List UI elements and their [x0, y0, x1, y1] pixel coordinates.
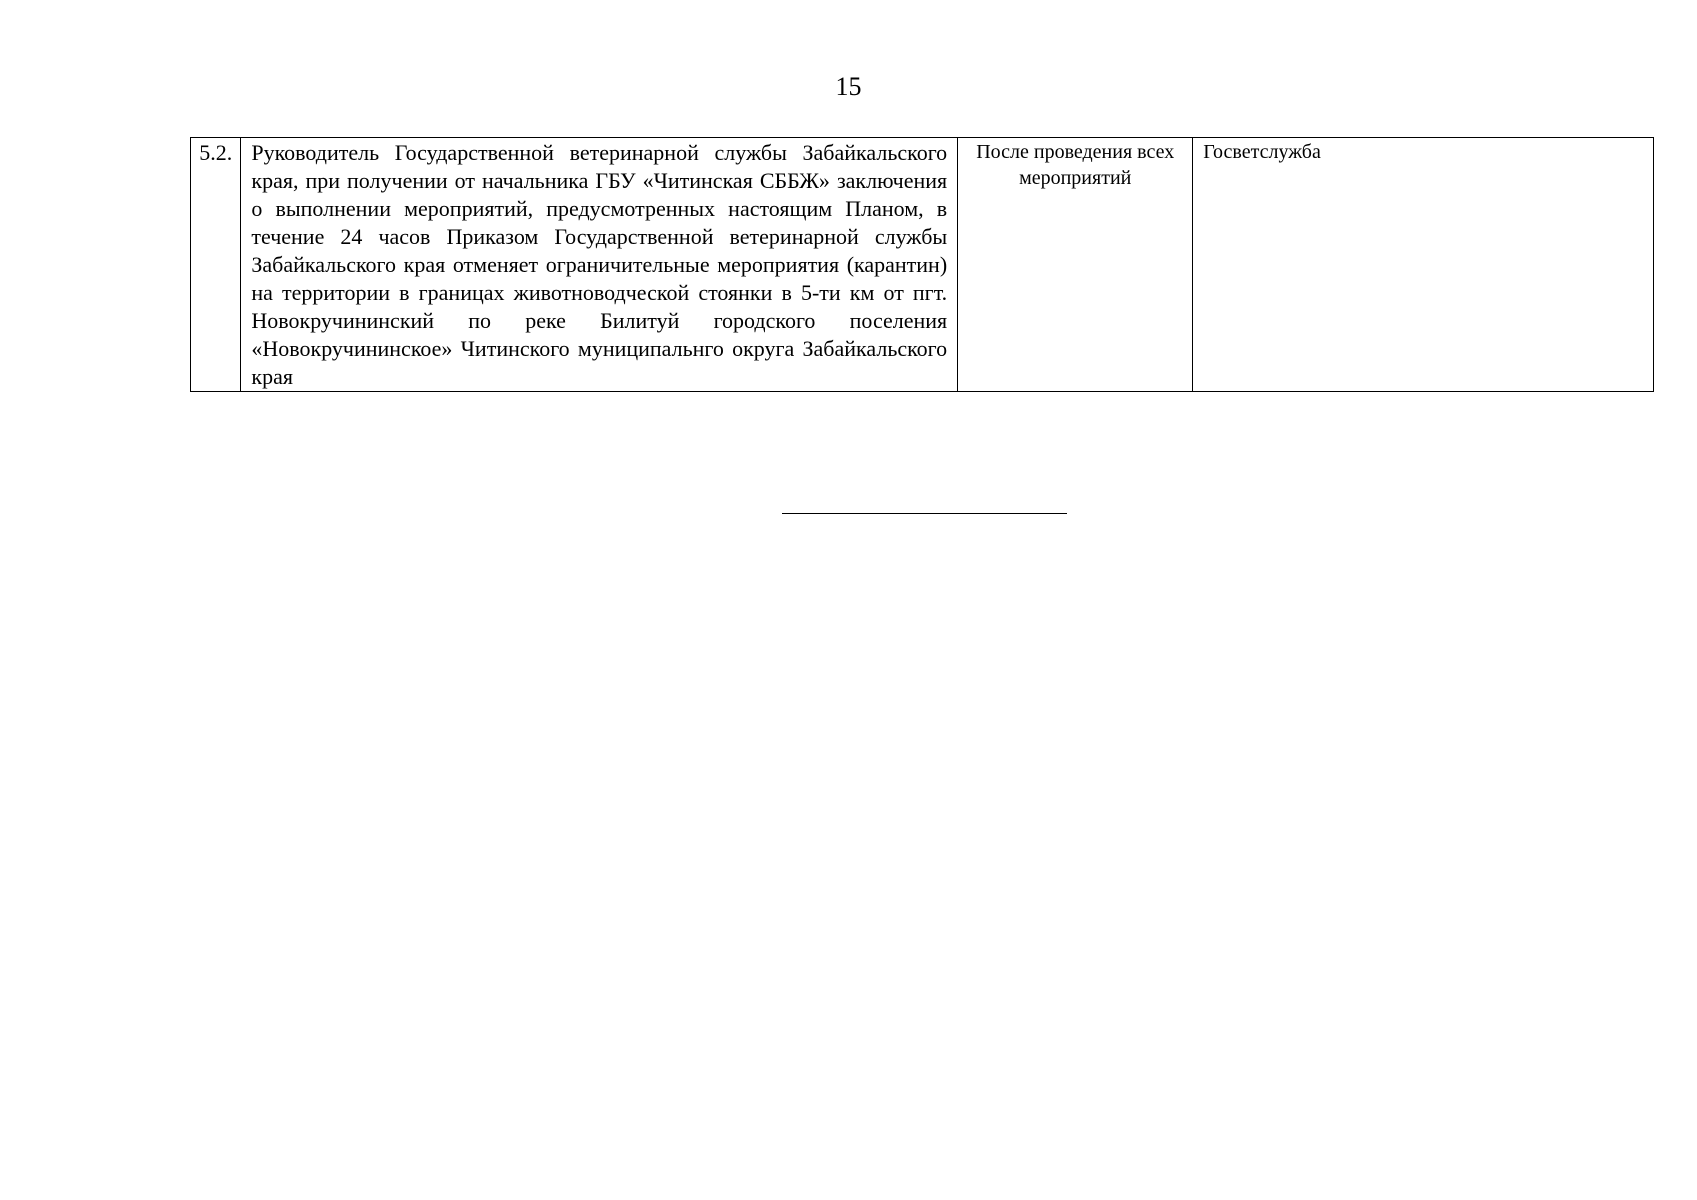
item-executor-cell: Госветслужба [1193, 138, 1654, 392]
plan-table [190, 137, 1654, 392]
item-description-cell: Руководитель Государственной ветеринарной службы Забайкальского края, при получении от начальника ГБУ «Читинская СББЖ» заключения о выполнении мероприятий, предусмотренных настоящим Планом, в течение 24 часов Приказом Государственной ветеринарной службы Забайкальского края отменяет ограничительные мероприятия (карантин) на территории в границах животноводческой стоянки в 5-ти км от пгт. Новокручининский по реке Билитуй городского поселения «Новокручининское» Читинского муниципальнго округа Забайкальского края [241, 138, 958, 392]
item-term-cell: После проведения всех мероприятий [958, 138, 1193, 392]
item-number-cell: 5.2. [191, 138, 241, 392]
closing-divider-line [782, 513, 1067, 514]
page-number: 15 [835, 72, 862, 101]
table-row [191, 138, 1654, 392]
